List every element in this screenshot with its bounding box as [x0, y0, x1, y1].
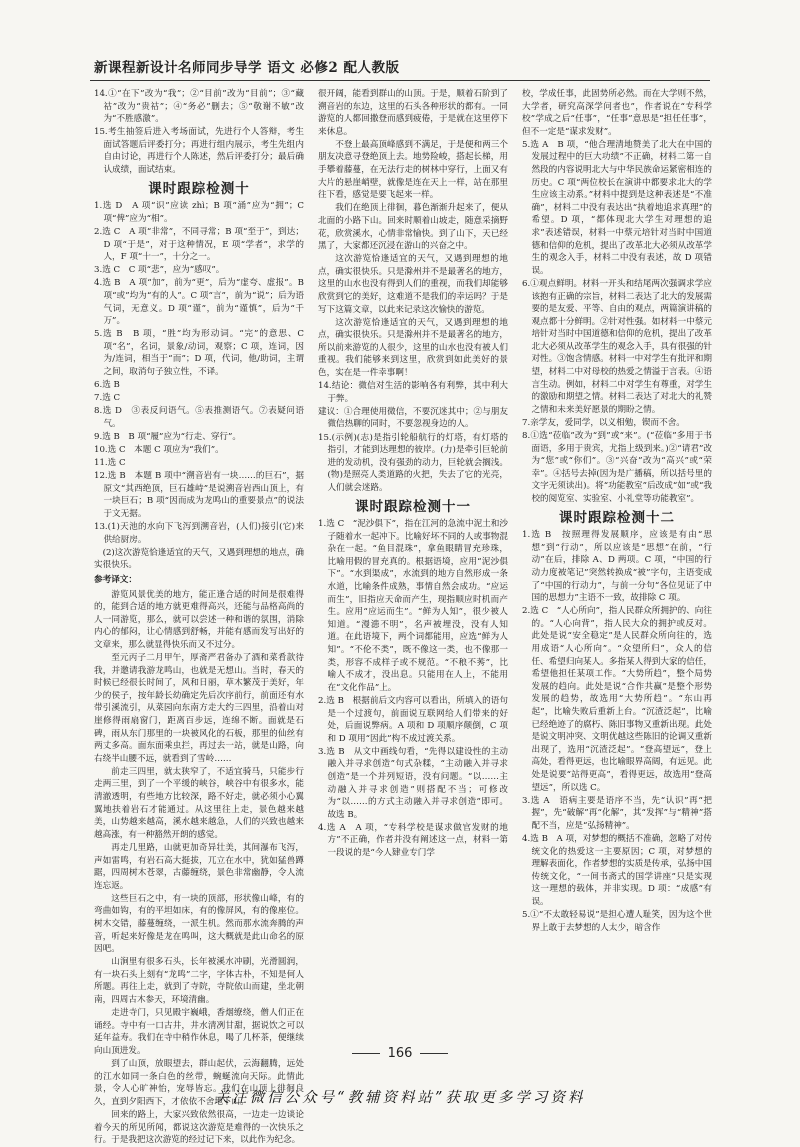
answer-item: 1.选 C “泥沙俱下”，指在江河的急流中泥土和沙子随着水一起冲下。比喻好坏不同的人或事物混杂在一起。“鱼目混珠”，拿鱼眼睛冒充珍珠，比喻用假的冒充真的。根据语境，应用“泥沙俱下”。“水到渠成”，水流到的地方自然形成一条水道，比喻条件成熟，事情自然会成功。“应运而生”，旧指应天命而产生，现指顺应时机而产生。应用“应运而生”。“鲜为人知”，很少被人知道。“漫漶不明”，名声被埋没，没有人知道。在此语境下，两个词都能用，应选“鲜为人知”。“不伦不类”，既不像这一类，也不像那一类，形容不成样子或不规范。“不稂不莠”，比喻人不成才，没出息。只能用在人上，不能用在“文化作品”上。: [318, 519, 508, 693]
answer-item: 6.①观点鲜明。材料一开头和结尾两次强调求学应该抱有正确的宗旨，材料二表达了北大的发展需要的是友爱、平等、自由的观点，两篇演讲稿的观点都十分鲜明。②针对性强。如材料一中蔡元培针对当时中国道德和信仰的危机，提出了改革北大必须从改革学生的观念入手，具有很强的针对性。③饱含情感。材料一中对学生有批评和期望，材料二中对母校的热爱之情溢于言表。④语言生动。例如，材料二中对学生有尊重，对学生的激励和期望之情。材料二表达了对北大的礼赞之情和未来美好愿景的期盼之情。: [522, 278, 712, 415]
translation-paragraph: 很开阔，能看到群山的山顶。于是，顺着石阶到了溯音岩的东边，这里的石头各种形状的都有。一同游览的人都回撒登而感到疲倦，于是就在这里停下来休息。: [318, 89, 508, 137]
answer-item: 2.选 C “人心所向”，指人民群众所拥护的、向往的。“人心向背”，指人民大众的拥护或反对。此处是说“安全稳定”是人民群众所向往的，选用成语“人心所向”。“众望所归”，众人的信任、希望归向某人。多指某人得到大家的信任，希望他担任某项工作。“大势所趋”，整个局势发展的趋向。此处是说“合作共赢”是整个形势发展的趋势，故选用“大势所趋”。“东山再起”，比喻失败后重新上台。“沉渣泛起”，比喻已经绝迹了的腐朽、陈旧事物又重新出现。此处是说文明冲突、文明优越这些陈旧的论调又重新出现了，选用“沉渣泛起”。“登高望远”，登上高处，看得更远，也比喻眼界高阔，有远见。此处是说要“站得更高”，看得更远，故选用“登高望远”，所以选 C。: [522, 606, 712, 793]
translation-paragraph: 再走几里路，山就更加奇异壮美，其间瀑布飞泻，声如雷鸣，有岩石高大挺拔，兀立在水中，犹如猛兽蹲踞，四周树木苍翠，古藤缠绕，景色非常幽静，令人流连忘返。: [94, 842, 304, 891]
page-number-dash-right: [420, 1053, 448, 1054]
answer-item: 4.选 B A 项“加”，前为“更”，后为“虚夸、虚报”。B 项“或”均为“有的人”。C 项“言”，前为“说”；后为语气词，无意义。D 项“谨”，前为“谨慎”，后为“千万”。: [94, 278, 304, 327]
column-right: [522, 88, 712, 1088]
translation-paragraph: 这次游览恰逢适宜的天气，又遇到理想的地点，确实很快乐。只是滁州并不是最著名的地方，这里的山水也没有得到人们的重视，而我们却能够欣赏到它的美好，这难道不是我们的幸运吗？于是写下这篇文章，以此来记录这次愉快的游览。: [318, 254, 508, 315]
answer-item: 3.选 C C 项“悲”，应为“感叹”。: [94, 265, 225, 276]
answer-item: (2)这次游览恰逢适宜的天气，又遇到理想的地点，确实很快乐。: [94, 547, 304, 571]
column-left: [94, 88, 304, 1146]
answer-item: 14.结论：微信对生活的影响各有利弊，其中利大于弊。: [318, 381, 508, 404]
page-number-block: [0, 1046, 800, 1061]
translation-paragraph: 回来的路上，大家兴致依然很高，一边走一边谈论着今天的所见所闻，都说这次游览是难得的一次快乐之行。于是我把这次游览的经过记下来，以此作为纪念。: [94, 1109, 304, 1146]
answer-item: 14.①“在下”改为“我”；②“目前”改为“目前”；③“藏祜”改为“贵祜”；④“务必”删去；⑤“敬谢不敏”改为“不胜感激”。: [94, 89, 304, 125]
page-header: 新课程新设计名师同步导学 语文 必修2 配人教版: [94, 60, 400, 76]
answer-item: 7.亲学友，爱同学，以义相勉，锲而不舍。: [522, 417, 685, 428]
answer-item: 12.选 B 本题 B 项中“溯音岩有一块……的巨石”，据原文“其西绝顶，巨石雄峙”是说溯音岩西山顶上，有一块巨石；B 项“因而成为龙鸣山的重要景点”的说法于文无据。: [94, 471, 304, 519]
page-number-dash-left: [352, 1053, 380, 1054]
translation-paragraph: 我们在绝顶上徘徊，暮色渐渐升起来了，便从北面的小路下山。回来时顺着山坡走，随意采摘野花，欣赏溪水，心情非常愉快。到了山下，天已经黑了，大家都还沉浸在游山的兴奋之中。: [318, 203, 508, 252]
answer-item: 7.选 C: [94, 393, 121, 404]
answer-item: 11.选 C: [94, 458, 126, 469]
page-number: 166: [387, 1046, 413, 1061]
section-heading: 课时跟踪检测十: [148, 180, 250, 197]
answer-item: 13.(1)天池的水向下飞泻到溯音岩，(人们)接引(它)来供给厨房。: [94, 522, 304, 545]
answer-item: 15.(示例)(志)是指引轮船航行的灯塔，有灯塔的指引，才能到达理想的彼岸。(力)是牵引巨轮前进的发动机，没有强劲的动力，巨轮就会搁浅。(物)是照亮人类道路的火把，失去了它的光亮，人们就会迷路。: [318, 432, 508, 493]
answer-item: 3.选 B 从文中画线句看，“先得以建设性的主动融入并寻求创造”句式杂糅，“主动融入并寻求创造”是一个并列短语，没有问题。“以……主动融入并寻求创造”则搭配不当；可修改为“以……的方式主动融入并寻求创造”即可。故选 B。: [318, 746, 508, 820]
translation-paragraph: 山涧里有很多石头，长年被溪水冲刷，光滑圆润，有一块石头上刻有“龙鸣”二字，字体古朴，不知是何人所题。再往上走，就到了寺院，寺院依山而建，坐北朝南，四周古木参天，环境清幽。: [94, 957, 304, 1006]
translation-paragraph: 这次游览恰逢适宜的天气，又遇到理想的地点，确实很快乐。只是滁州并不是最著名的地方，所以前来游览的人很少，这里的山水也没有被人们重视。我们能够来到这里，欣赏到如此美好的景色，实在是一件幸事啊！: [318, 317, 508, 379]
answer-item: 6.选 B: [94, 380, 120, 391]
answer-item: 15.考生抽签后进入考场面试，先进行个人答辩，考生面试答题后评委打分；再进行组内展示，考生先组内自由讨论，再进行个人陈述，然后评委打分；最后确认成绩，面试结束。: [94, 127, 304, 176]
answer-paragraph: 校，学成任事，此固势所必然。而在大学则不然，大学者，研究高深学问者也”，作者说在“专科学校”学成之后“任事”，“任事”意思是“担任任事”，但不一定是“谋求发财”。: [522, 89, 712, 137]
answer-item: 建议：①合理使用微信，不要沉迷其中；②与朋友微信热聊的同时，不要忽视身边的人。: [318, 406, 508, 430]
answer-item: 8.选 D ③表反问语气。⑤表推测语气。⑦表疑问语气。: [94, 406, 304, 429]
answer-item: 1.选 B 按照理得发展顺序，应该是有由“思想”到“行动”，所以应该是“思想”在前，“行动”在后，排除 A、D 两项。C 项，“中国的行动力度被笔记”突然转换成“被”字句，主语变成了“中国的行动力”，与前一分句“各位见证了中国的思想力”主语不一致，故排除 C 项。: [522, 530, 712, 604]
answer-item: 10.选 C 本题 C 项应为“我们”。: [94, 445, 224, 456]
answer-item: 8.①选“莅临”改为“到”或“来”。(“莅临”多用于书面语，多用于贵宾，尤指上级到来。)②“请君”改为“您”或“你们”。③“兴奋”改为“高兴”或“荣幸”。④括号去掉(因为是广播稿，所以括号里的文字无须读出)。将“功能教室”后改成“如“或“我校的阅览室、实验室、小礼堂等功能教室”。: [522, 431, 712, 504]
translation-paragraph: 到了山顶，放眼望去，群山起伏，云海翻腾，远处的江水如同一条白色的丝带，蜿蜒流向天际。此情此景，令人心旷神怡，宠辱皆忘。我们在山顶上徘徊良久，直到夕阳西下，才依依不舍地下山。: [94, 1059, 304, 1107]
translation-paragraph: 至元丙子二月甲午，厚斋严君备办了酒和菜肴款待我，并邀请我游龙鸣山，也就是无想山。当时，春天的时候已经很长时间了，风和日丽，草木繁茂于美好，年少的侯子，按年龄长幼确定先后次序前行，前面还有水带引溪流引，从菜园向东南方走大约三四里，沿着山对崖修得雨扇窗门，距离百步远，连绵不断。面就是石碑，雨从东门那里的一块被风化的石板，那里的仙丝有两丈多高。面东面乘虫拦，再过去一站，就是山路，向右绕半山腰不远，就看到了雪岭……: [94, 653, 304, 764]
translation-paragraph: 前走三四里，就太狭窄了，不适宜骑马，只能步行走两三里，到了一个平缓的峡谷，峡谷中有很多水，能清澈透明，有些地方比较深，路不好走，就必须小心翼翼地扶着岩石才能通过。从这里往上走，景色越来越美，山势越来越高，溪水越来越急，人们的兴致也越来越高涨，有一种豁然开朗的感觉。: [94, 766, 304, 840]
column-middle: [318, 88, 508, 1088]
header-rule: [90, 80, 710, 81]
footer-note: 关注微信公众号“教辅资料站”获取更多学习资料: [214, 1090, 586, 1106]
answer-item: 3.选 A 语病主要是语序不当，先“认识”再“把握”，先“破解”再“化解”，其“发挥”与“精神”搭配不当，应是“弘扬精神”。: [522, 795, 712, 831]
answer-item: 2.选 B 根据前后文内容可以看出，所填入的语句是一个过渡句，前面说互联网给人们带来的好处，后面说弊病。A 项和 D 项顺序颠倒，C 项和 D 项用“因此”构不成过渡关系。: [318, 695, 508, 744]
answer-item: 4.选 B A 项，对梦想的概括不准确，忽略了对传统文化的热爱这一主要原因；C 项，对梦想的理解表面化，作者梦想的实质是传承，弘扬中国传统文化，“一间书斋式的国学讲座”只是实现这一理想的载体，并非实现。D 项：“成感”有误。: [522, 833, 712, 907]
answer-item: 5.选 B B 项，“胜”均为形动词。“完”的意思、C 项“名”，名词，景象/动词，观察；C 项，连词，因为/连词，相当于“而”；D 项，代词，他/助词，主谓之间，取消句子独立性，不译。: [94, 329, 304, 377]
answer-item: 5.选 A B 项，“他合理清地赞美了北大在中国的发展过程中的巨大功绩”不正确，材料二第一自然段的内容说明北大与中华民族命运紧密相连的历史。C 项“两位校长在演讲中都要求北大的学生应该主动系。”材料中提到是这种表述是“不准确”，材料二中没有表达出“执着地追求真理”的希望。D 项，“都体现北大学生对理想的追求”表述错误，材料一中蔡元培针对当时中国道德和信仰的危机，提出了改革北大必须从改革学生的观念入手，材料二中没有表述，故 D 项错误。: [522, 139, 712, 276]
answer-item: 1.选 D A 项“识”应读 zhì；B 项“涌”应为“拥”；C 项“俾”应为“相”。: [94, 201, 304, 224]
section-heading: 课时跟踪检测十一: [355, 498, 471, 515]
translation-paragraph: 不登上最高顶峰感到不满足，于是便和两三个朋友决意寻登绝顶上去。地势险峻，搭起长梯，用手攀着藤蔓，在无法行走的树林中穿行，上面又有大片的悬崖峭壁，就像是连在天上一样，站在那里往下看，感觉是要飞起来一样。: [318, 139, 508, 201]
section-heading: 课时跟踪检测十二: [559, 509, 675, 526]
translation-paragraph: 游览风景优美的地方，能正逢合适的时间是很难得的，能到合适的地方就更难得高兴，还能与品格高尚的人一同游览，那么，就可以尝述一种和谐的氛围，消除内心的郁闷，让心情感到舒畅，并能有感而发写出好的文章来，那么就显得快乐而又不过分。: [94, 589, 304, 650]
answer-item: 9.选 B B 项“履”应为“行走、穿行”。: [94, 431, 241, 442]
translation-paragraph: 走进寺门，只见殿宇巍峨，香烟缭绕，僧人们正在诵经。寺中有一口古井，井水清冽甘甜，据说饮之可以延年益寿。我们在寺中稍作休息，喝了几杯茶，便继续向山顶进发。: [94, 1008, 304, 1056]
answer-item: 4.选 A A 项，“专科学校是谋求做官发财的地方”不正确，作者并没有阐述这一点，材料一第一段说的是“今人肄业专门学: [318, 822, 508, 859]
answer-item: 2.选 C A 项“非常”，不同寻常；B 项“至于”，到达；D 项“于是”，对于这种情况，E 项“学者”，求学的人，F 项“十一”，十分之一。: [94, 226, 304, 263]
translation-paragraph: 这些巨石之中，有一块的顶部，形状像山峰，有的弯曲如钩，有的平坦如床，有的像屏风，有的像座位。树木交错，藤蔓缠绕，一派生机。然而那水流奔腾的声音，听起来好像是龙在鸣叫，这大概就是此山命名的原因吧。: [94, 893, 304, 955]
answer-item: 5.①“不太敢轻易说”是担心遭人耻笑，因为这个世界上敢于去梦想的人太少，暗含作: [522, 910, 712, 933]
translation-heading: 参考译文：: [94, 574, 137, 585]
